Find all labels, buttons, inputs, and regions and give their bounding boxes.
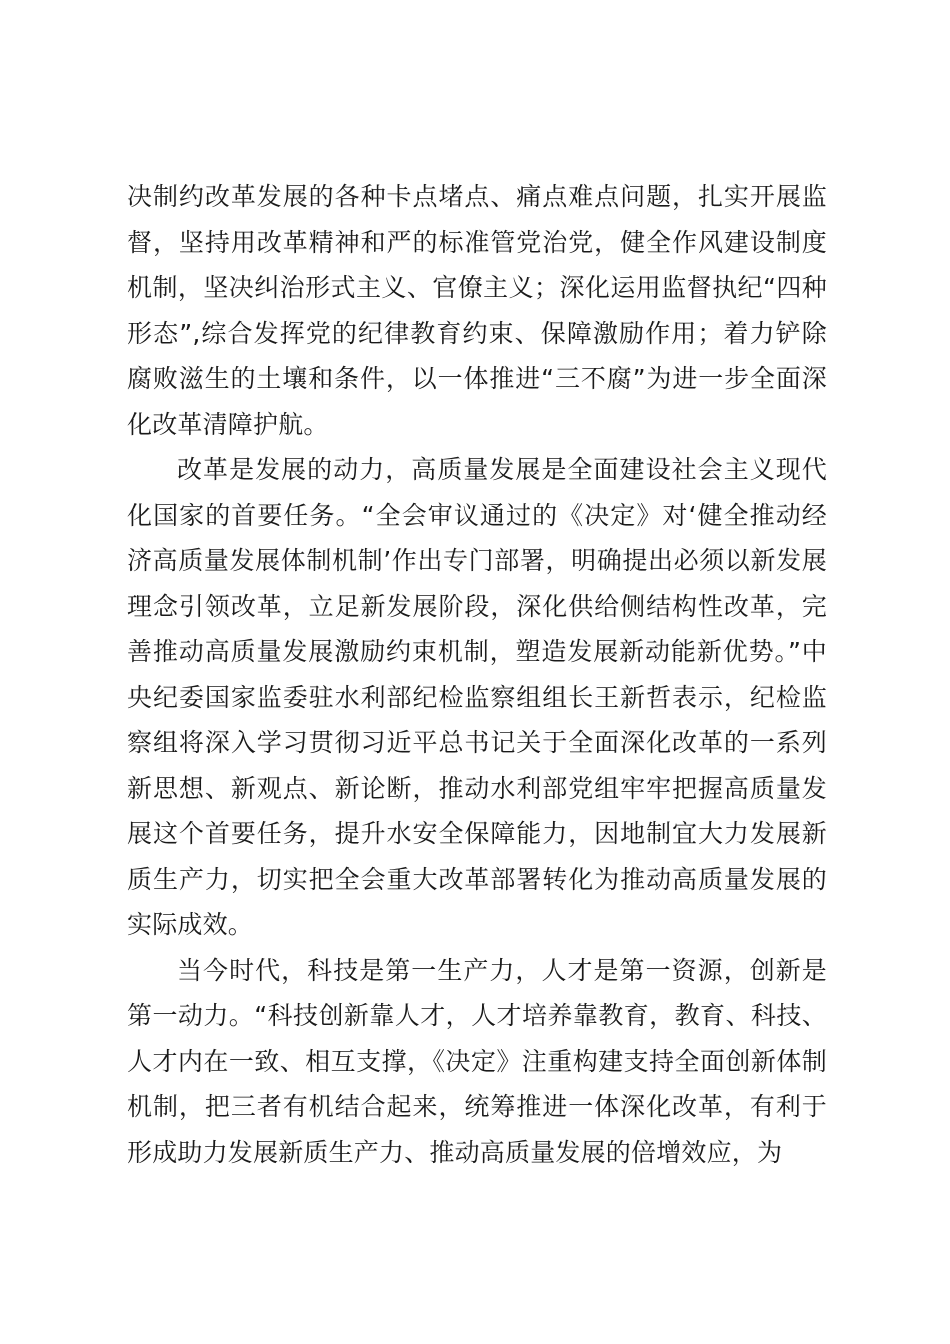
paragraph-3: 当今时代，科技是第一生产力，人才是第一资源，创新是第一动力。“科技创新靠人才，人才培养靠教育，教育、科技、人才内在一致、相互支撑，《决定》注重构建支持全面创新体制机制，把三者有机结合起来，统筹推进一体深化改革，有利于形成助力发展新质生产力、推动高质量发展的倍增效应，为 (127, 955, 827, 1167)
paragraph-1: 决制约改革发展的各种卡点堵点、痛点难点问题，扎实开展监督，坚持用改革精神和严的标准管党治党，健全作风建设制度机制，坚决纠治形式主义、官僚主义；深化运用监督执纪“四种形态”,综合发挥党的纪律教育约束、保障激励作用；着力铲除腐败滋生的土壤和条件，以一体推进“三不腐”为进一步全面深化改革清障护航。 (127, 182, 827, 439)
paragraph-2: 改革是发展的动力，高质量发展是全面建设社会主义现代化国家的首要任务。“全会审议通过的《决定》对‘健全推动经济高质量发展体制机制’作出专门部署，明确提出必须以新发展理念引领改革，立足新发展阶段，深化供给侧结构性改革，完善推动高质量发展激励约束机制，塑造发展新动能新优势。”中央纪委国家监委驻水利部纪检监察组组长王新哲表示，纪检监察组将深入学习贯彻习近平总书记关于全面深化改革的一系列新思想、新观点、新论断，推动水利部党组牢牢把握高质量发展这个首要任务，提升水安全保障能力，因地制宜大力发展新质生产力，切实把全会重大改革部署转化为推动高质量发展的实际成效。 (127, 455, 827, 939)
body-text (127, 174, 827, 1175)
